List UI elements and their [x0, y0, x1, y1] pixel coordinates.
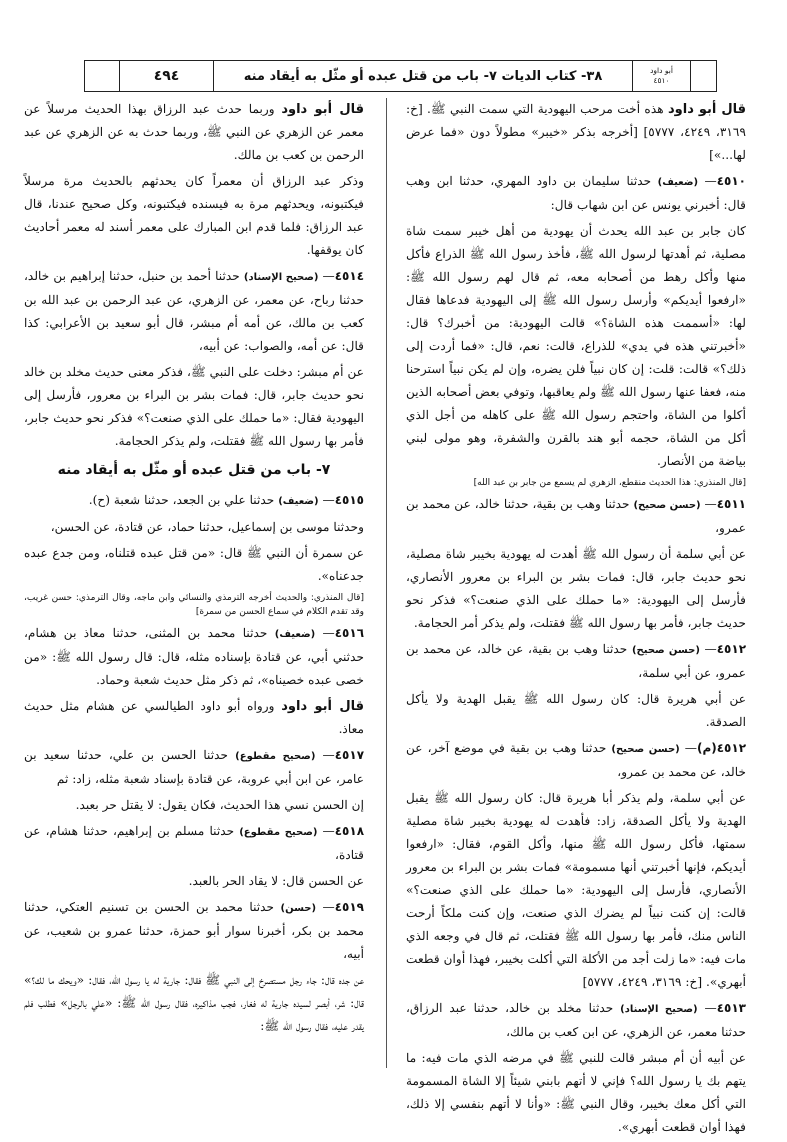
hadith-grade: (ضعيف) [278, 496, 319, 507]
hadith-paragraph: ٤٥١٥— (ضعيف) حدثنا علي بن الجعد، حدثنا شعبة (ح). [88, 493, 364, 507]
hadith-paragraph [24, 870, 364, 893]
lead-phrase: قال أبو داود [668, 102, 747, 117]
hadith-text: حدثنا الحسن بن علي، حدثنا سعيد بن عامر، عن ابن أبي عروبة، عن قتادة بإسناد شعبة مثله، زاد: ثم [24, 748, 364, 786]
hadith-grade: (ضعيف) [274, 629, 316, 640]
hadith-paragraph [406, 688, 746, 734]
hadith-grade: (حسن صحيح) [611, 744, 680, 755]
hadith-grade: (صحيح الإسناد) [620, 1004, 698, 1015]
editor-note: [قال المنذري: والحديث أخرجه الترمذي والنسائي وابن ماجه، وقال الترمذي: حسن غريب، وقد تقدم الكلام في سماع الحسن من سمرة] [24, 593, 364, 617]
hadith-paragraph: ٤٥١٣— (صحيح الإسناد) حدثنا مخلد بن خالد، حدثنا عبد الرزاق، حدثنا معمر، عن الزهري، عن ابن كعب بن مالك، [406, 1001, 746, 1039]
hadith-grade: (حسن صحيح) [633, 500, 701, 511]
hadith-paragraph [406, 220, 746, 473]
hadith-number: ٤٥١٧ [334, 748, 365, 762]
hadith-text: عن أبي سلمة، ولم يذكر أبا هريرة قال: كان رسول الله ﷺ يقبل الهدية ولا يأكل الصدقة، زاد: فأهدت له يهودية بخيبر شاة مصلية سمتها، فأكل رسول الله ﷺ منها، وأكل القوم، فقال: «ارفعوا أيديكم، فإنها أخبرتني أنها مسمومة» فمات بشر بن البراء بن معرور الأنصاري، فأرسل إلى اليهودية: «ما حملك على الذي صنعت؟» قالت: إن كنت نبياً لم يضرك الذي صنعت، وإن كنت ملكاً أرحت الناس منك، فأمر بها رسول الله ﷺ فقتلت، ثم قال في وجعه الذي مات فيه: «ما زلت أجد من الأكلة التي أكلت بخيبر، فهذا أوان قطعت أبهري». [خ: ٣١٦٩، ٤٢٤٩، ٥٧٧٧] [406, 791, 746, 989]
editor-note: [قال المنذري: هذا الحديث منقطع، الزهري لم يسمع من جابر بن عبد الله] [473, 478, 746, 488]
hadith-text: حدثنا مخلد بن خالد، حدثنا عبد الرزاق، حدثنا معمر، عن الزهري، عن ابن كعب بن مالك، [406, 1001, 746, 1039]
hadith-text: عن الحسن قال: لا يقاد الحر بالعبد. [188, 874, 364, 888]
hadith-grade: (حسن صحيح) [631, 645, 700, 656]
running-title: ٣٨- كتاب الديات ٧- باب من قتل عبده أو مثّل به أيقاد منه [213, 61, 632, 91]
hadith-paragraph: ٤٥١٤— (صحيح الإسناد) حدثنا أحمد بن حنبل، حدثنا إبراهيم بن خالد، حدثنا رباح، عن معمر، عن الزهري، عن عبد الرحمن بن عبد الله بن كعب بن مالك، عن أمه أم مبشر، قال أبو سعيد بن الأعرابي: كذا قال: عن أمه، والصواب: عن أبيه، [24, 269, 365, 353]
hadith-paragraph: ٤٥١٧— (صحيح مقطوع) حدثنا الحسن بن علي، حدثنا سعيد بن عامر، عن ابن أبي عروبة، عن قتادة بإسناد شعبة مثله، زاد: ثم [24, 748, 365, 786]
lead-phrase: قال أبو داود [281, 699, 364, 714]
hadith-grade: (صحيح مقطوع) [239, 827, 318, 838]
left-column [24, 98, 364, 1041]
volume-top: أبو داود [650, 66, 673, 75]
chapter-heading: ٧- باب من قتل عبده أو مثّل به أيقاد منه [57, 462, 331, 478]
hadith-number: ٤٥١٣ [716, 1001, 746, 1015]
hadith-number: ٤٥١٢(م) [696, 741, 747, 755]
hadith-text: هذه أخت مرحب اليهودية التي سمت النبي ﷺ. [خ: ٣١٦٩، ٤٢٤٩، ٥٧٧٧] [أخرجه بذكر «خيبر» مطولاً دون «فما عرض لها...»] [406, 102, 747, 162]
hadith-paragraph [24, 969, 364, 1038]
hadith-number: ٤٥١١ [716, 497, 746, 511]
hadith-text: عن أبي سلمة أن رسول الله ﷺ أهدت له يهودية بخيبر شاة مصلية، نحو حديث جابر، قال: فمات بشر بن البراء بن معرور الأنصاري، فأرسل إلى اليهودية: «ما حملك على الذي صنعت؟» فذكر نحو حديث جابر، فأمر بها رسول الله ﷺ فقتلت، ولم يذكر أمر الحجامة. [406, 547, 746, 630]
header-spacer-left [85, 61, 119, 91]
hadith-grade: (حسن) [280, 903, 317, 914]
hadith-paragraph [24, 695, 364, 741]
hadith-paragraph: ٤٥١٦— (ضعيف) حدثنا محمد بن المثنى، حدثنا معاذ بن هشام، حدثني أبي، عن قتادة بإسناده مثله، قال: قال رسول الله ﷺ: «من خصى عبده خصيناه»، ثم ذكر مثل حديث شعبة وحماد. [24, 626, 365, 687]
hadith-text: ورواه أبو داود الطيالسي عن هشام مثل حديث معاذ. [24, 699, 364, 736]
hadith-number: ٤٥١٢ [716, 642, 747, 656]
column-divider [386, 98, 387, 1068]
hadith-grade: (صحيح مقطوع) [235, 751, 316, 762]
hadith-text: وربما حدث عبد الرزاق بهذا الحديث مرسلاً عن معمر عن الزهري عن النبي ﷺ، وربما حدث به عن الزهري عن عبد الرحمن بن كعب بن مالك. [24, 102, 364, 162]
hadith-text: إن الحسن نسي هذا الحديث، فكان يقول: لا يقتل حر بعبد. [75, 798, 364, 812]
hadith-text: حدثنا محمد بن المثنى، حدثنا معاذ بن هشام، حدثني أبي، عن قتادة بإسناده مثله، قال: قال رسول الله ﷺ: «من خصى عبده خصيناه»، ثم ذكر مثل حديث شعبة وحماد. [24, 626, 364, 687]
page-header [84, 60, 717, 92]
lead-phrase: قال أبو داود [281, 102, 365, 117]
hadith-number: ٤٥١٥ [334, 493, 364, 507]
hadith-paragraph: ٤٥١٩— (حسن) حدثنا محمد بن الحسن بن تسنيم العتكي، حدثنا محمد بن بكر، أخبرنا سوار أبو حمزة، حدثنا عمرو بن شعيب، عن أبيه، [24, 900, 364, 961]
hadith-number: ٤٥١٦ [334, 626, 365, 640]
hadith-text: حدثنا وهب بن بقية في موضع آخر، عن خالد، عن محمد بن عمرو، [406, 741, 746, 779]
hadith-paragraph: ٤٥١٠— (ضعيف) حدثنا سليمان بن داود المهري، حدثنا ابن وهب قال: أخبرني يونس عن ابن شهاب قال: [406, 174, 746, 212]
volume-label [632, 61, 690, 91]
hadith-paragraph [24, 361, 364, 453]
hadith-text: حدثنا سليمان بن داود المهري، حدثنا ابن وهب قال: أخبرني يونس عن ابن شهاب قال: [406, 174, 746, 212]
hadith-text: حدثنا أحمد بن حنبل، حدثنا إبراهيم بن خالد، حدثنا رباح، عن معمر، عن الزهري، عن عبد الرحمن بن عبد الله بن كعب بن مالك، عن أمه أم مبشر، قال أبو سعيد بن الأعرابي: كذا قال: عن أمه، والصواب: عن أبيه، [24, 269, 364, 353]
hadith-text: حدثنا مسلم بن إبراهيم، حدثنا هشام، عن قتادة، [24, 824, 364, 862]
hadith-number: ٤٥١٠ [716, 174, 746, 188]
hadith-paragraph [24, 794, 364, 817]
hadith-text: وحدثنا موسى بن إسماعيل، حدثنا حماد، عن قتادة، عن الحسن، [50, 520, 364, 534]
hadith-paragraph [24, 542, 364, 588]
hadith-text: حدثنا وهب بن بقية، حدثنا خالد، عن محمد بن عمرو، [406, 497, 746, 535]
hadith-text: كان جابر بن عبد الله يحدث أن يهودية من أهل خيبر سمت شاة مصلية، ثم أهدتها لرسول الله ﷺ، فأخذ رسول الله ﷺ الذراع فأكل منها وأكل رهط من أصحابه معه، ثم قال لهم رسول الله ﷺ: «ارفعوا أيديكم» وأرسل رسول الله ﷺ إلى اليهودية فدعاها فقال لها: «أسممت هذه الشاة؟» قالت اليهودية: من أخبرك؟ قال: «أخبرتني هذه في يدي» للذراع، قالت: نعم، قال: «فما أردت إلى ذلك؟» قالت: قلت: إن كان نبياً فلن يضره، وإن لم يكن نبياً استرحنا منه، فعفا عنها رسول الله ﷺ ولم يعاقبها، وتوفي بعض أصحابه الذين أكلوا من الشاة، واحتجم رسول الله ﷺ على كاهله من أجل الذي أكل من الشاة، حجمه أبو هند بالقرن والشفرة، وهو مولى لبني بياضة من الأنصار. [406, 224, 746, 468]
hadith-text: عن أبيه أن أم مبشر قالت للنبي ﷺ في مرضه الذي مات فيه: ما يتهم بك يا رسول الله؟ فإني لا أتهم بابني شيئاً إلا الشاة المسمومة التي أكل معك بخيبر، وقال النبي ﷺ: «وأنا لا أتهم بنفسي إلا ذلك، فهذا أوان قطعت أبهري». [406, 1051, 746, 1134]
hadith-paragraph [406, 98, 746, 167]
hadith-text: عن أبي هريرة قال: كان رسول الله ﷺ يقبل الهدية ولا يأكل الصدقة. [406, 692, 746, 729]
hadith-text: وذكر عبد الرزاق أن معمراً كان يحدثهم بالحديث مرة مرسلاً فيكتبونه، ويحدثهم مرة به فيسنده فيكتبونه، وكل صحيح عندنا، قال عبد الرزاق: فلما قدم ابن المبارك على معمر أسند له معمر أحاديث كان يوقفها. [24, 174, 364, 257]
header-spacer [690, 61, 716, 91]
hadith-text: حدثنا محمد بن الحسن بن تسنيم العتكي، حدثنا محمد بن بكر، أخبرنا سوار أبو حمزة، حدثنا عمرو بن شعيب، عن أبيه، [24, 900, 364, 961]
hadith-text: حدثنا وهب بن بقية، عن خالد، عن محمد بن عمرو، عن أبي سلمة، [406, 642, 746, 680]
hadith-text: عن أم مبشر: دخلت على النبي ﷺ، فذكر معنى حديث مخلد بن خالد نحو حديث جابر، قال: فمات بشر بن البراء بن معرور، فأرسل إلى اليهودية فقال: «ما حملك على الذي صنعت؟» فذكر نحو حديث جابر، فأمر بها رسول الله ﷺ فقتلت، ولم يذكر الحجامة. [24, 365, 364, 448]
hadith-paragraph: ٤٥١٢(م)— (حسن صحيح) حدثنا وهب بن بقية في موضع آخر، عن خالد، عن محمد بن عمرو، [406, 741, 747, 779]
hadith-text: حدثنا علي بن الجعد، حدثنا شعبة (ح). [88, 493, 275, 507]
hadith-paragraph [24, 98, 364, 167]
hadith-paragraph: ٤٥١٢— (حسن صحيح) حدثنا وهب بن بقية، عن خالد، عن محمد بن عمرو، عن أبي سلمة، [406, 642, 747, 680]
hadith-paragraph: ٤٥١١— (حسن صحيح) حدثنا وهب بن بقية، حدثنا خالد، عن محمد بن عمرو، [406, 497, 746, 535]
hadith-number: ٤٥١٩ [334, 900, 364, 914]
hadith-paragraph: ٤٥١٨— (صحيح مقطوع) حدثنا مسلم بن إبراهيم، حدثنا هشام، عن قتادة، [24, 824, 365, 862]
hadith-grade: (ضعيف) [657, 177, 699, 188]
hadith-text: عن سمرة أن النبي ﷺ قال: «من قتل عبده قتلناه، ومن جدع عبده جدعناه». [24, 546, 364, 583]
page-number: ٤٩٤ [119, 61, 213, 91]
hadith-number: ٤٥١٤ [334, 269, 365, 283]
right-column [406, 98, 746, 1142]
hadith-paragraph [406, 543, 746, 635]
hadith-paragraph [24, 516, 364, 539]
hadith-number: ٤٥١٨ [334, 824, 365, 838]
hadith-paragraph [406, 1047, 746, 1139]
hadith-text: عن جده قال: جاء رجل مستصرخ إلى النبي ﷺ فقال: جارية له يا رسول الله، فقال: «ويحك ما لك؟» قال: شر، أبصر لسيده جارية له فغار، فجب مذاكيره، فقال رسول الله ﷺ: «علي بالرجل» فطلب فلم يقدر عليه، فقال رسول الله ﷺ: [24, 973, 364, 1033]
hadith-grade: (صحيح الإسناد) [243, 272, 319, 283]
hadith-paragraph [24, 170, 364, 262]
volume-range: ٤٥١٠ [653, 76, 670, 85]
hadith-paragraph [406, 787, 746, 994]
